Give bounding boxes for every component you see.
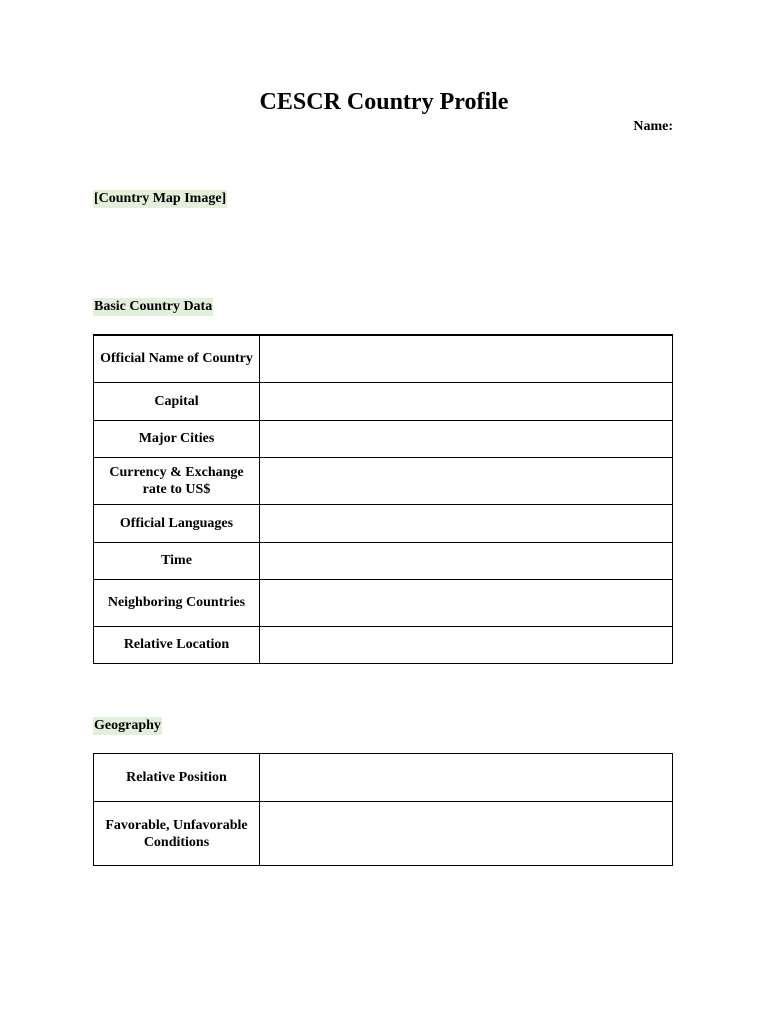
row-label-capital: Capital (94, 382, 260, 420)
row-value-capital[interactable] (260, 382, 673, 420)
row-label-relative-position: Relative Position (94, 754, 260, 802)
row-value-neighboring-countries[interactable] (260, 579, 673, 626)
table-row (94, 579, 673, 626)
geography-table (93, 753, 673, 866)
row-label-official-name: Official Name of Country (94, 335, 260, 382)
table-row (94, 802, 673, 866)
name-label: Name: (633, 119, 673, 134)
basic-country-data-table (93, 334, 673, 664)
row-value-relative-location[interactable] (260, 626, 673, 663)
table-row (94, 420, 673, 457)
table-row (94, 542, 673, 579)
row-value-conditions[interactable] (260, 802, 673, 866)
table-row (94, 457, 673, 504)
table-row (94, 382, 673, 420)
row-value-official-name[interactable] (260, 335, 673, 382)
row-label-official-languages: Official Languages (94, 504, 260, 542)
table-row (94, 754, 673, 802)
row-label-neighboring-countries: Neighboring Countries (94, 579, 260, 626)
page-title: CESCR Country Profile (259, 89, 509, 115)
table-row (94, 504, 673, 542)
table-row (94, 626, 673, 663)
row-label-time: Time (94, 542, 260, 579)
geography-heading: Geography (94, 718, 161, 733)
country-map-placeholder: [Country Map Image] (94, 191, 227, 206)
row-value-official-languages[interactable] (260, 504, 673, 542)
row-label-currency: Currency & Exchange rate to US$ (94, 457, 260, 504)
row-value-currency[interactable] (260, 457, 673, 504)
basic-country-data-heading: Basic Country Data (94, 299, 213, 314)
table-row (94, 335, 673, 382)
row-label-relative-location: Relative Location (94, 626, 260, 663)
row-value-relative-position[interactable] (260, 754, 673, 802)
row-value-time[interactable] (260, 542, 673, 579)
row-value-major-cities[interactable] (260, 420, 673, 457)
row-label-conditions: Favorable, Unfavorable Conditions (94, 802, 260, 866)
row-label-major-cities: Major Cities (94, 420, 260, 457)
